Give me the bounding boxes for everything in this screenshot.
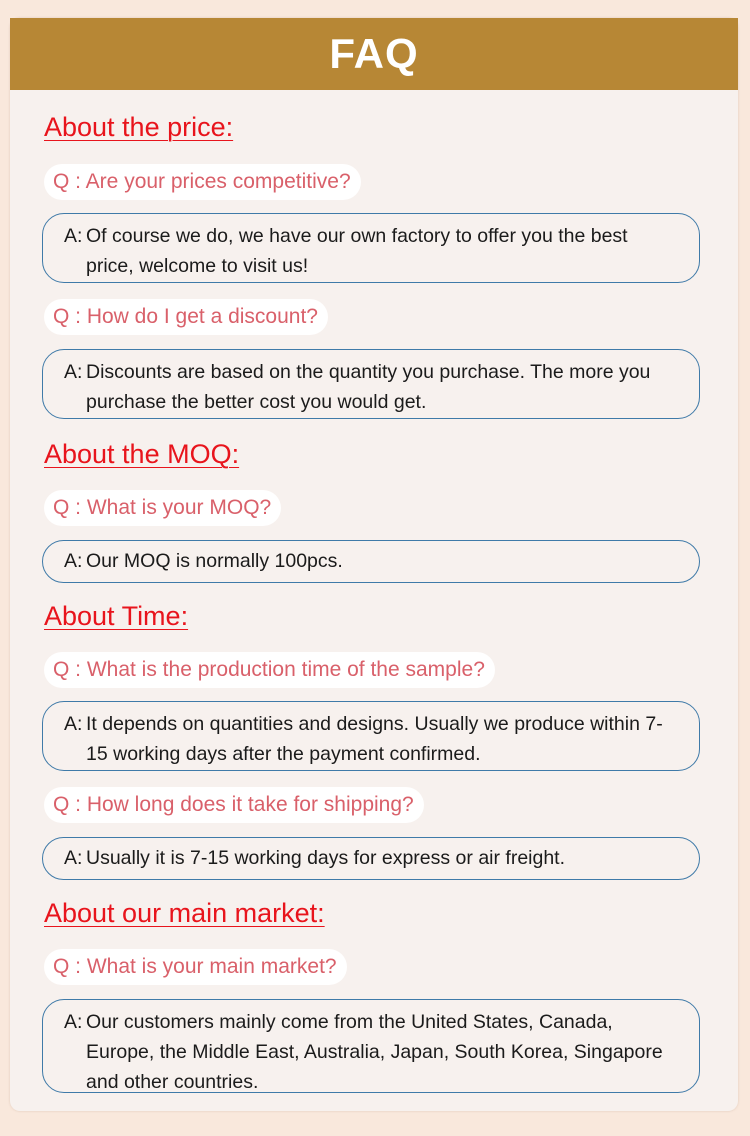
question-production-time: Q : What is the production time of the sample?	[44, 652, 495, 688]
answer-text: Our MOQ is normally 100pcs.	[86, 550, 343, 572]
question-main-market: Q : What is your main market?	[44, 949, 347, 985]
answer-text: Our customers mainly come from the United States, Canada, Europe, the Middle East, Australia, Japan, South Korea, Singapore and other countries.	[86, 1011, 663, 1093]
answer-prefix: A:	[64, 550, 83, 572]
question-discount: Q : How do I get a discount?	[44, 299, 328, 335]
section-title-moq: About the MOQ:	[44, 439, 240, 469]
question-shipping-time: Q : How long does it take for shipping?	[44, 787, 424, 823]
answer-text: Discounts are based on the quantity you purchase. The more you purchase the better cost you would get.	[86, 361, 651, 413]
answer-text: Usually it is 7-15 working days for express or air freight.	[86, 847, 566, 869]
faq-header	[10, 18, 738, 90]
answer-production-time	[42, 701, 700, 771]
answer-prefix: A:	[64, 225, 83, 247]
answer-text: It depends on quantities and designs. Usually we produce within 7-15 working days after the payment confirmed.	[86, 713, 663, 765]
answer-prefix: A:	[64, 847, 83, 869]
answer-prices-competitive	[42, 213, 700, 283]
answer-shipping-time	[42, 837, 700, 880]
answer-prefix: A:	[64, 713, 83, 735]
answer-text: Of course we do, we have our own factory to offer you the best price, welcome to visit us!	[86, 225, 628, 277]
answer-moq	[42, 540, 700, 583]
question-moq: Q : What is your MOQ?	[44, 490, 281, 526]
section-title-market: About our main market:	[44, 898, 325, 928]
section-title-price: About the price:	[44, 112, 234, 142]
answer-prefix: A:	[64, 1011, 83, 1033]
answer-main-market	[42, 999, 700, 1093]
answer-discount	[42, 349, 700, 419]
answer-prefix: A:	[64, 361, 83, 383]
question-prices-competitive: Q : Are your prices competitive?	[44, 164, 361, 200]
section-title-time: About Time:	[44, 601, 189, 631]
page-title: FAQ	[329, 30, 419, 77]
